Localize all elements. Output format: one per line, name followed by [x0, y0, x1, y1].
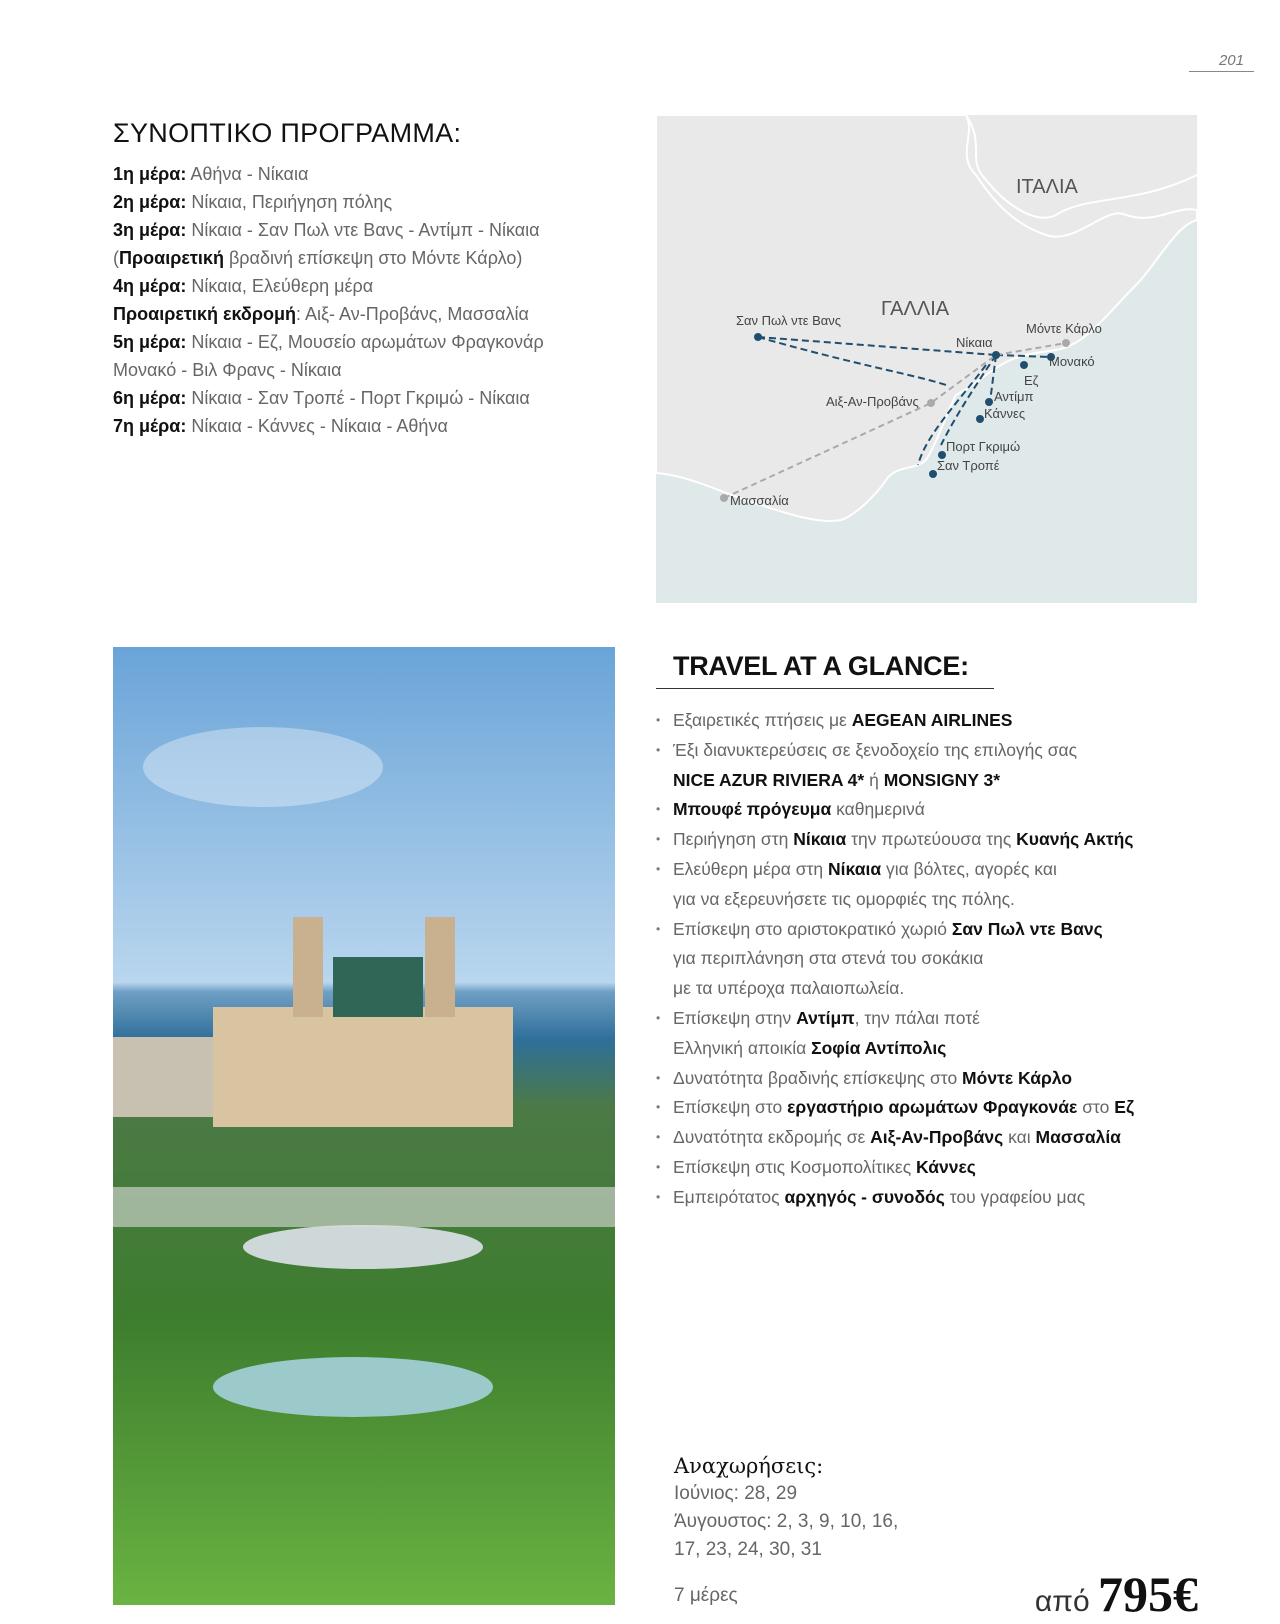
glance-item: • Μπουφέ πρόγευμα καθημερινά	[656, 795, 1134, 825]
title-underline	[656, 688, 994, 689]
route-map	[656, 115, 1197, 603]
glance-list	[656, 706, 1134, 1213]
departures	[674, 1452, 898, 1564]
map-place-label: Αιξ-Αν-Προβάνς	[826, 394, 919, 409]
glance-title: TRAVEL AT A GLANCE:	[673, 651, 969, 681]
program-line: 1η μέρα: Αθήνα - Νίκαια	[113, 164, 309, 184]
glance-item: • Επίσκεψη στις Κοσμοπολίτικες Κάννες	[656, 1153, 1134, 1183]
program-list	[113, 160, 544, 440]
glance-item: • Έξι διανυκτερεύσεις σε ξενοδοχείο της επιλογής σας	[656, 736, 1134, 766]
map-country-france: ΓΑΛΛΙΑ	[881, 298, 950, 320]
map-place-label: Κάννες	[984, 406, 1026, 421]
map-place-label: Μόντε Κάρλο	[1026, 321, 1102, 336]
glance-item: • Δυνατότητα εκδρομής σε Αιξ-Αν-Προβάνς και Μασσαλία	[656, 1123, 1134, 1153]
departures-line: 17, 23, 24, 30, 31	[674, 1539, 822, 1560]
map-place-label: Σαν Πωλ ντε Βανς	[736, 313, 842, 328]
map-place-label: Εζ	[1024, 373, 1039, 388]
map-place-label: Αντίμπ	[994, 389, 1034, 404]
duration: 7 μέρες	[674, 1585, 738, 1606]
map-place-label: Σαν Τροπέ	[937, 458, 1000, 473]
map-place-label: Μασσαλία	[730, 493, 789, 508]
glance-item: • Εξαιρετικές πτήσεις με AEGEAN AIRLINES	[656, 706, 1134, 736]
program-line: 2η μέρα: Νίκαια, Περιήγηση πόλης	[113, 192, 393, 212]
page-number: 201	[1189, 52, 1254, 72]
glance-item: • Ελεύθερη μέρα στη Νίκαια για βόλτες, αγορές και	[656, 855, 1134, 885]
glance-item: • Επίσκεψη στο αριστοκρατικό χωριό Σαν Πωλ ντε Βανς	[656, 915, 1134, 945]
map-place-label: Νίκαια	[956, 335, 993, 350]
program-line: 3η μέρα: Νίκαια - Σαν Πωλ ντε Βανς - Αντίμπ - Νίκαια	[113, 220, 540, 240]
program-line: 7η μέρα: Νίκαια - Κάννες - Νίκαια - Αθήνα	[113, 416, 448, 436]
program-title: ΣΥΝΟΠΤΙΚΟ ΠΡΟΓΡΑΜΜΑ:	[113, 118, 462, 148]
map-place-label: Μονακό	[1049, 354, 1095, 369]
glance-item: • Επίσκεψη στην Αντίμπ, την πάλαι ποτέ	[656, 1004, 1134, 1034]
program-line: (Προαιρετική βραδινή επίσκεψη στο Μόντε Κάρλο)	[113, 248, 523, 268]
map-place-label: Πορτ Γκριμώ	[946, 439, 1021, 454]
departures-title: Αναχωρήσεις:	[674, 1454, 824, 1478]
glance-item: • Περιήγηση στη Νίκαια την πρωτεύουσα της Κυανής Ακτής	[656, 825, 1134, 855]
glance-item: NICE AZUR RIVIERA 4* ή MONSIGNY 3*	[673, 769, 1001, 790]
glance-item: • Δυνατότητα βραδινής επίσκεψης στο Μόντε Κάρλο	[656, 1064, 1134, 1094]
program-line: 6η μέρα: Νίκαια - Σαν Τροπέ - Πορτ Γκριμώ - Νίκαια	[113, 388, 530, 408]
program-line: 5η μέρα: Νίκαια - Εζ, Μουσείο αρωμάτων Φραγκονάρ	[113, 332, 544, 352]
program-line: Προαιρετική εκδρομή: Αιξ- Αν-Προβάνς, Μασσαλία	[113, 304, 529, 324]
departures-line: Ιούνιος: 28, 29	[674, 1483, 798, 1504]
glance-item: • Επίσκεψη στο εργαστήριο αρωμάτων Φραγκονάε στο Εζ	[656, 1093, 1134, 1123]
price-value: 795€	[1098, 1566, 1198, 1622]
glance-item: • Εμπειρότατος αρχηγός - συνοδός του γραφείου μας	[656, 1183, 1134, 1213]
program-line: 4η μέρα: Νίκαια, Ελεύθερη μέρα	[113, 276, 374, 296]
glance-item: για να εξερευνήσετε τις ομορφιές της πόλης.	[673, 888, 1015, 909]
glance-item: Ελληνική αποικία Σοφία Αντίπολις	[673, 1037, 947, 1058]
map-country-italy: ΙΤΑΛΙΑ	[1016, 176, 1078, 198]
program-line: Μονακό - Βιλ Φρανς - Νίκαια	[113, 360, 342, 380]
price-prefix: από	[1034, 1585, 1090, 1618]
departures-line: Άυγουστος: 2, 3, 9, 10, 16,	[674, 1511, 899, 1532]
price	[1035, 1565, 1198, 1623]
glance-item: με τα υπέροχα παλαιοπωλεία.	[673, 978, 905, 999]
monte-carlo-casino-photo	[113, 647, 615, 1605]
glance-item: για περιπλάνηση στα στενά του σοκάκια	[673, 948, 984, 969]
